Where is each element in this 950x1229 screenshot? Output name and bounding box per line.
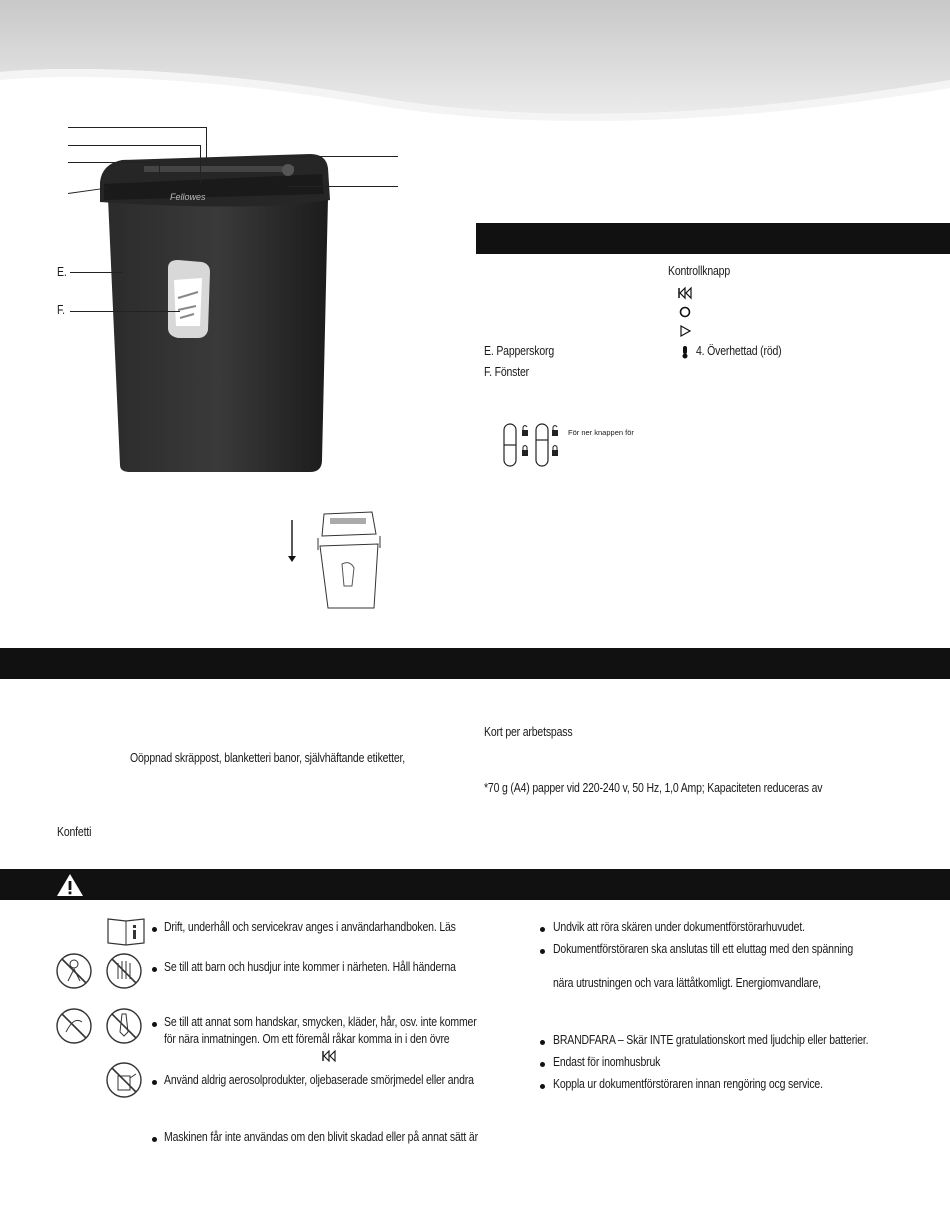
safety-left-4: Använd aldrig aerosolprodukter, oljebaserade smörjmedel eller andra [164,1073,474,1087]
safety-left-5: Maskinen får inte användas om den blivit skadad eller på annat sätt är [164,1130,478,1144]
leader-b [68,145,201,146]
leader-c-drop [159,162,160,174]
safety-left-2: Se till att barn och husdjur inte kommer i närheten. Håll händerna [164,960,456,974]
off-icon [678,305,692,319]
overheat-thermometer-icon [678,345,692,359]
basket-illustration [282,508,390,613]
lock-caption: För ner knappen för [568,428,634,437]
brand-logo: Fellowes [170,192,206,202]
bullet [540,949,545,954]
leader-e [70,272,122,273]
bullet [540,1062,545,1067]
bullet [152,927,157,932]
reverse-icon [678,286,692,300]
safety-right-1: Undvik att röra skären under dokumentförstörarhuvudet. [553,920,805,934]
no-hands-icon [104,951,144,991]
leader-a [68,127,207,128]
safety-left-3b: för nära inmatningen. Om ett föremål råkar komma in i den övre [164,1032,450,1046]
leader-c [68,162,160,163]
legend-control-heading: Kontrollknapp [668,264,731,278]
specs-cards: Kort per arbetspass [484,725,573,739]
warning-icon [55,872,85,898]
safety-right-3: BRANDFARA – Skär INTE gratulationskort med ljudchip eller batterier. [553,1033,869,1047]
leader-b-drop [200,145,201,183]
safety-right-2b: nära utrustningen och vara lättåtkomligt. Energiomvandlare, [553,976,821,990]
section-bar-controls [476,223,950,254]
leader-a-drop [206,127,207,163]
specs-paper-note: *70 g (A4) papper vid 220-240 v, 50 Hz, 1,0 Amp; Kapaciteten reduceras av [484,781,823,795]
no-children-icon [54,951,94,991]
no-ties-icon [104,1006,144,1046]
label-e: E. [57,265,67,279]
specs-unopened: Oöppnad skräppost, blanketteri banor, självhäftande etiketter, [130,751,406,765]
legend-e-item: E. Papperskorg [484,344,555,358]
reverse-inline-icon [322,1050,336,1062]
bullet [152,1137,157,1142]
auto-on-icon [678,324,692,338]
safety-lock-illustration [502,422,564,468]
bullet [540,1084,545,1089]
section-bar-safety [0,869,950,900]
bullet [540,927,545,932]
bullet [152,967,157,972]
section-bar-specs [0,648,950,679]
specs-confetti: Konfetti [57,825,92,839]
safety-right-5: Koppla ur dokumentförstöraren innan rengöring ocg service. [553,1077,823,1091]
label-f: F. [57,303,65,317]
safety-left-1: Drift, underhåll och servicekrav anges i användarhandboken. Läs [164,920,456,934]
bullet [152,1022,157,1027]
legend-f-item: F. Fönster [484,365,530,379]
header-swoosh [0,0,950,125]
bullet [152,1080,157,1085]
shredder-illustration [60,120,410,480]
bullet [540,1040,545,1045]
leader-f [70,311,180,312]
safety-left-3: Se till att annat som handskar, smycken, kläder, hår, osv. inte kommer [164,1015,477,1029]
safety-right-4: Endast för inomhusbruk [553,1055,661,1069]
manual-info-icon [104,915,148,949]
no-aerosol-icon [104,1060,144,1100]
leader-right-1 [288,156,398,157]
no-loose-items-icon [54,1006,94,1046]
leader-right-2 [288,186,398,187]
legend-overheat: 4. Överhettad (röd) [696,344,782,358]
safety-right-2: Dokumentförstöraren ska anslutas till ett eluttag med den spänning [553,942,854,956]
